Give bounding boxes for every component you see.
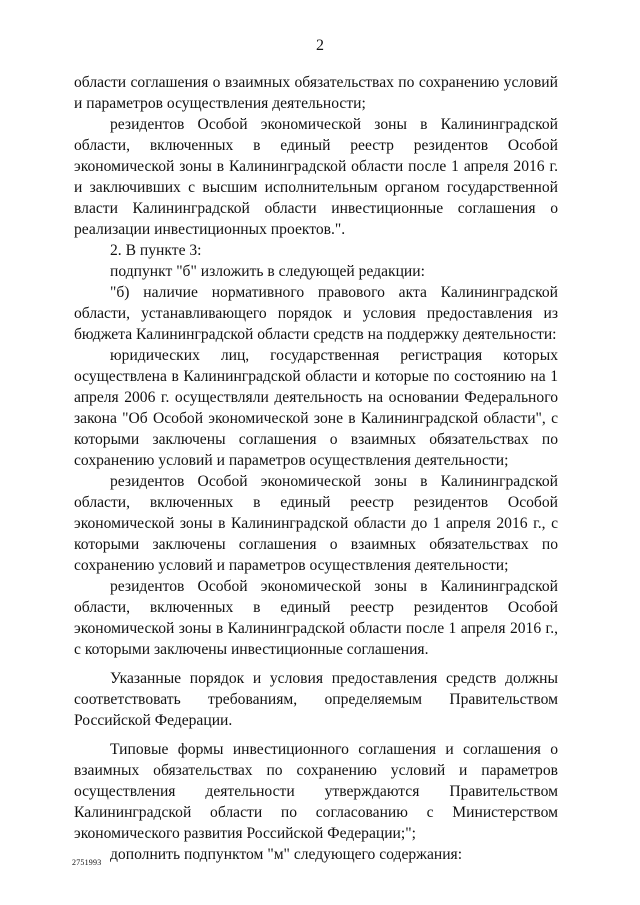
paragraph-residents-before-2016: резидентов Особой экономической зоны в Калининградской области, включенных в единый реестр резидентов Особой экономической зоны в Калининградской области до 1 апреля 2016 г., с которыми заключены соглашения о взаимных обязательствах по сохранению условий и параметров осуществления деятельности; (74, 473, 558, 574)
paragraph-requirements: Указанные порядок и условия предоставления средств должны соответствовать требованиям, определяемым Правительством Российской Федерации. (74, 670, 558, 729)
paragraph-legal-entities: юридических лиц, государственная регистрация которых осуществлена в Калининградской области и которые по состоянию на 1 апреля 2006 г. осуществляли деятельность на основании Федерального закона "Об Особой экономической зоне в Калининградской области", с которыми заключены соглашения о взаимных обязательствах по сохранению условий и параметров осуществления деятельности; (74, 347, 558, 469)
page-number: 2 (316, 37, 324, 54)
paragraph-residents-after-2016-investment: резидентов Особой экономической зоны в Калининградской области, включенных в единый реестр резидентов Особой экономической зоны в Калининградской области после 1 апреля 2016 г., с которыми заключены инвестиционные соглашения. (74, 578, 558, 658)
paragraph-add-subitem-m: дополнить подпунктом "м" следующего содержания: (110, 846, 463, 863)
document-code: 2751993 (72, 858, 102, 867)
paragraph-standard-forms: Типовые формы инвестиционного соглашения и соглашения о взаимных обязательствах по сохранению условий и параметров осуществления деятельности утверждаются Правительством Калининградской области по согласованию с Министерством экономического развития Российской Федерации;"; (74, 741, 558, 842)
paragraph-subitem-b-intro: подпункт "б" изложить в следующей редакции: (110, 263, 425, 280)
paragraph-subitem-b-text: "б) наличие нормативного правового акта Калининградской области, устанавливающего порядок и условия предоставления из бюджета Калининградской области средств на поддержку деятельности: (74, 284, 558, 343)
paragraph-continuation: области соглашения о взаимных обязательствах по сохранению условий и параметров осуществления деятельности; (74, 74, 558, 112)
document-body (74, 72, 558, 865)
paragraph-residents-after-2016: резидентов Особой экономической зоны в Калининградской области, включенных в единый реестр резидентов Особой экономической зоны в Калининградской области после 1 апреля 2016 г. и заключивших с высшим исполнительным органом государственной власти Калининградской области инвестиционные соглашения о реализации инвестиционных проектов.". (74, 116, 558, 238)
paragraph-item-2: 2. В пункте 3: (110, 242, 202, 259)
